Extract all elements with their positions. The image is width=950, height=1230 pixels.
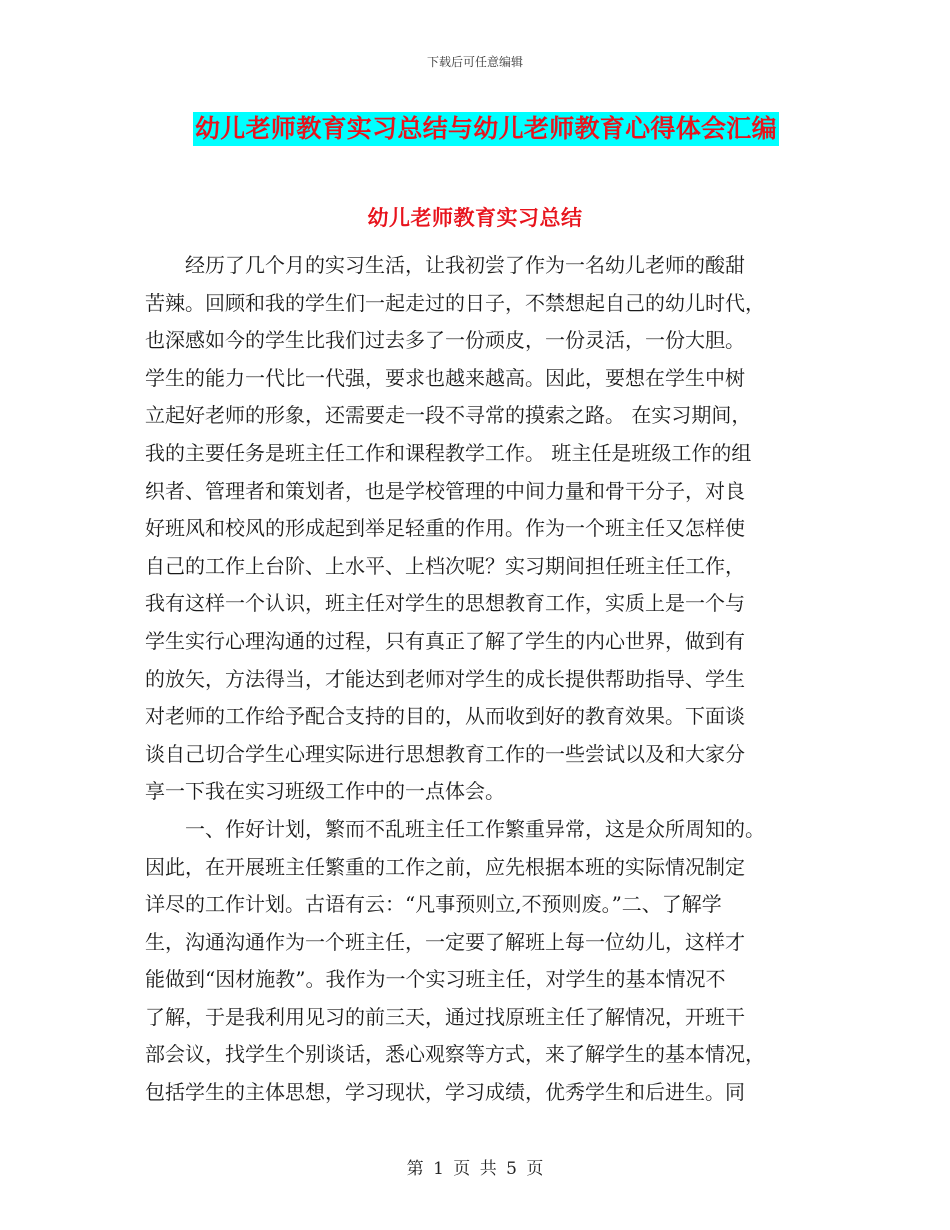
body-line: 能做到“因材施教”。我作为一个实习班主任，对学生的基本情况不 xyxy=(145,967,726,992)
body-line: 因此，在开展班主任繁重的工作之前，应先根据本班的实际情况制定 xyxy=(145,854,745,879)
document-title: 幼儿老师教育实习总结与幼儿老师教育心得体会汇编 xyxy=(193,112,779,146)
body-line: 学生实行心理沟通的过程，只有真正了解了学生的内心世界，做到有 xyxy=(145,628,745,653)
body-line: 的放矢，方法得当，才能达到老师对学生的成长提供帮助指导、学生 xyxy=(145,666,745,691)
body-line: 立起好老师的形象，还需要走一段不寻常的摸索之路。 在实习期间， xyxy=(145,403,752,428)
body-line: 也深感如今的学生比我们过去多了一份顽皮，一份灵活，一份大胆。 xyxy=(145,328,745,353)
page-footer: 第 1 页 共 5 页 xyxy=(406,1159,544,1179)
body-line: 谈自己切合学生心理实际进行思想教育工作的一些尝试以及和大家分 xyxy=(145,741,745,766)
body-line: 苦辣。回顾和我的学生们一起走过的日子，不禁想起自己的幼儿时代， xyxy=(145,290,765,315)
body-line: 生，沟通沟通作为一个班主任，一定要了解班上每一位幼儿，这样才 xyxy=(145,929,745,954)
section-title: 幼儿老师教育实习总结 xyxy=(367,205,583,230)
body-line: 享一下我在实习班级工作中的一点体会。 xyxy=(145,779,505,804)
body-text xyxy=(145,247,810,1112)
body-line: 自己的工作上台阶、上水平、上档次呢？实习期间担任班主任工作， xyxy=(145,553,745,578)
header-note: 下载后可任意编辑 xyxy=(426,55,523,69)
body-line: 对老师的工作给予配合支持的目的，从而收到好的教育效果。下面谈 xyxy=(145,704,745,729)
body-line: 好班风和校风的形成起到举足轻重的作用。作为一个班主任又怎样使 xyxy=(145,516,745,541)
body-line: 学生的能力一代比一代强，要求也越来越高。因此，要想在学生中树 xyxy=(145,365,745,390)
body-line: 包括学生的主体思想，学习现状，学习成绩，优秀学生和后进生。同 xyxy=(145,1080,745,1105)
body-line: 我的主要任务是班主任工作和课程教学工作。 班主任是班级工作的组 xyxy=(145,440,752,465)
body-line: 了解，于是我利用见习的前三天，通过找原班主任了解情况，开班干 xyxy=(145,1004,745,1029)
body-line: 织者、管理者和策划者，也是学校管理的中间力量和骨干分子，对良 xyxy=(145,478,745,503)
body-line: 我有这样一个认识，班主任对学生的思想教育工作，实质上是一个与 xyxy=(145,591,745,616)
body-line: 部会议，找学生个别谈话，悉心观察等方式，来了解学生的基本情况， xyxy=(145,1042,765,1067)
body-line: 一、作好计划，繁而不乱班主任工作繁重异常，这是众所周知的。 xyxy=(145,816,765,841)
body-line: 经历了几个月的实习生活，让我初尝了作为一名幼儿老师的酸甜 xyxy=(145,253,745,277)
body-line: 详尽的工作计划。古语有云：“凡事预则立,不预则废。”二、了解学 xyxy=(145,892,722,917)
